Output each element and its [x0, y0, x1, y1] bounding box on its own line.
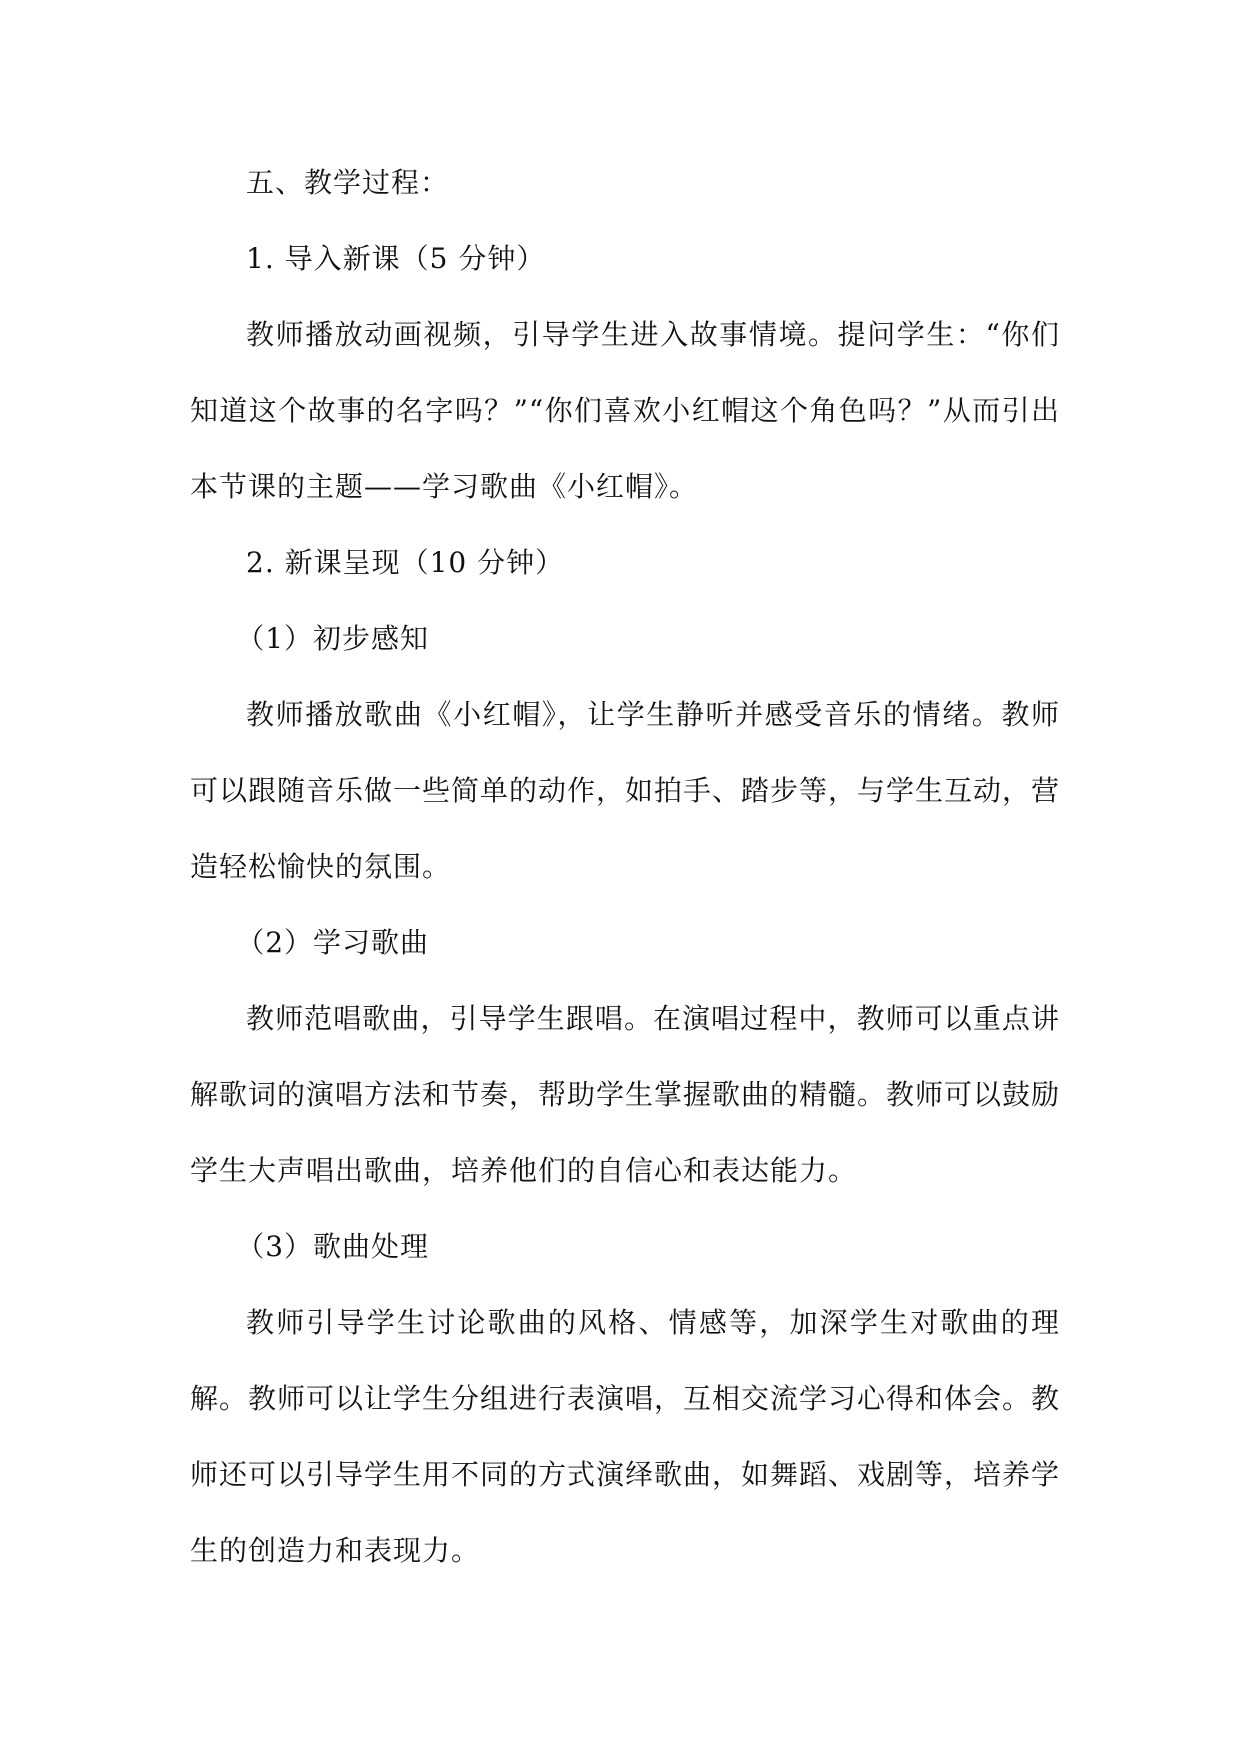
- body-paragraph: 教师播放歌曲《小红帽》，让学生静听并感受音乐的情绪。教师可以跟随音乐做一些简单的动作，如拍手、踏步等，与学生互动，营造轻松愉快的氛围。: [190, 698, 1061, 883]
- body-paragraph: 教师范唱歌曲，引导学生跟唱。在演唱过程中，教师可以重点讲解歌词的演唱方法和节奏，帮助学生掌握歌曲的精髓。教师可以鼓励学生大声唱出歌曲，培养他们的自信心和表达能力。: [190, 1002, 1061, 1187]
- step-heading: 1. 导入新课（5 分钟）: [246, 242, 546, 275]
- section-heading: 五、教学过程：: [246, 166, 450, 199]
- sub-heading: （2）学习歌曲: [236, 926, 430, 959]
- sub-heading: （1）初步感知: [236, 622, 430, 655]
- body-paragraph: 教师播放动画视频，引导学生进入故事情境。提问学生：“你们知道这个故事的名字吗？”“你们喜欢小红帽这个角色吗？”从而引出本节课的主题——学习歌曲《小红帽》。: [190, 318, 1060, 503]
- sub-heading: （3）歌曲处理: [236, 1230, 430, 1263]
- step-heading: 2. 新课呈现（10 分钟）: [246, 546, 565, 579]
- body-paragraph: 教师引导学生讨论歌曲的风格、情感等，加深学生对歌曲的理解。教师可以让学生分组进行表演唱，互相交流学习心得和体会。教师还可以引导学生用不同的方式演绎歌曲，如舞蹈、戏剧等，培养学生的创造力和表现力。: [190, 1306, 1061, 1567]
- document-body: [190, 145, 1060, 1589]
